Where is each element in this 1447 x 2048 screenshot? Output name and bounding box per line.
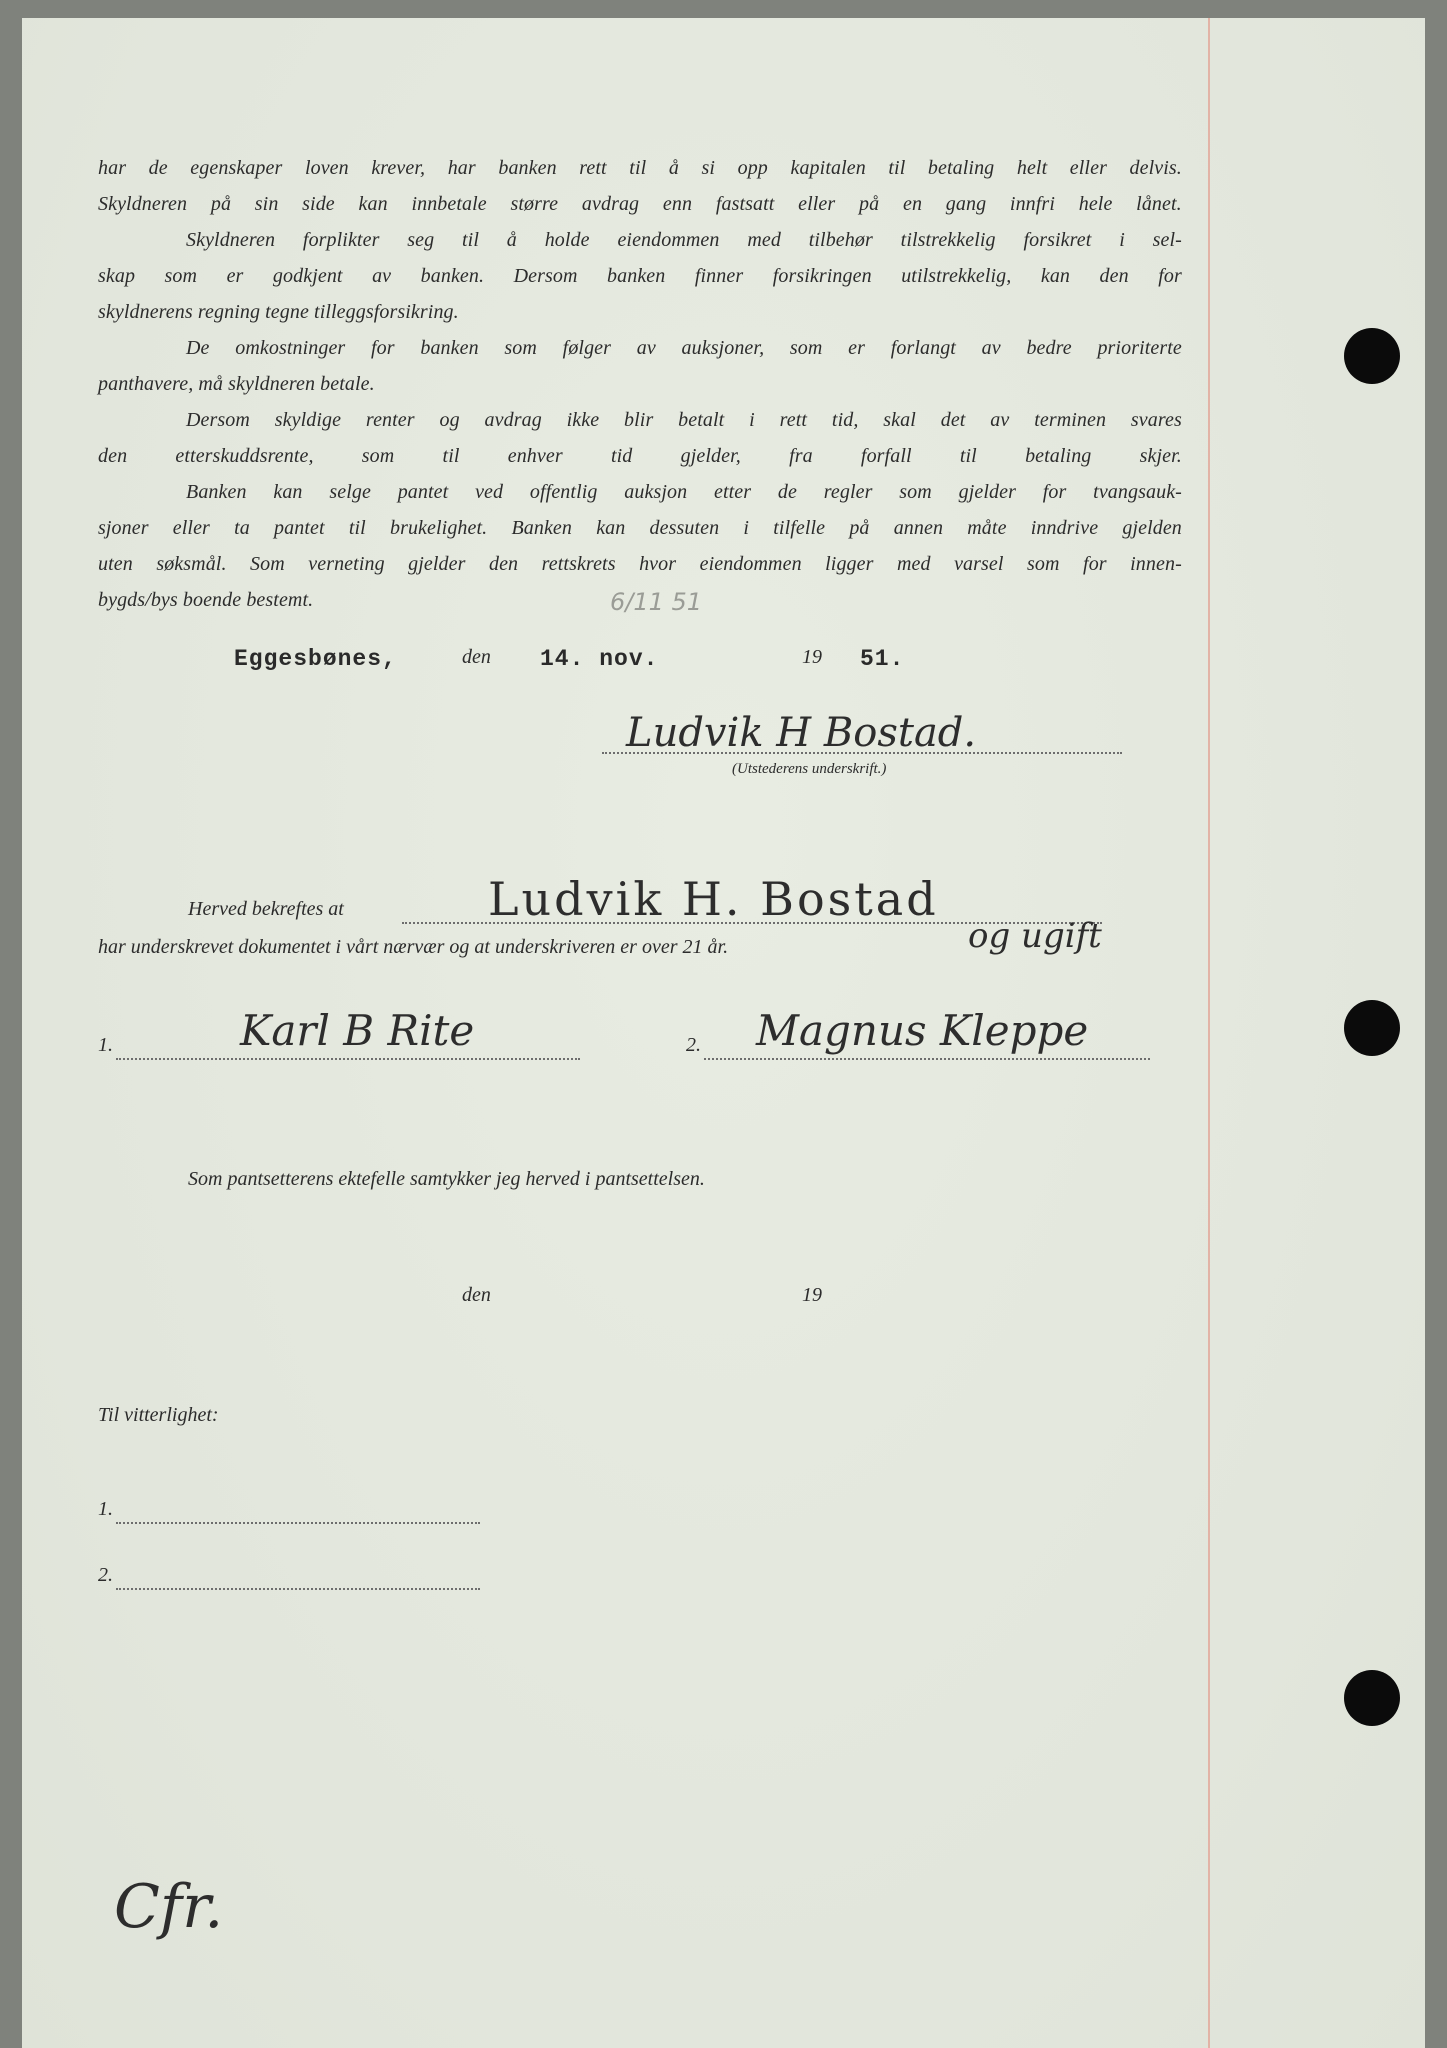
document-page bbox=[22, 18, 1425, 2048]
paragraph-line: sjoner eller ta pantet til brukelighet. Banken kan dessuten i tilfelle på annen måte inndrive gjelden bbox=[98, 517, 1182, 539]
punch-hole-middle bbox=[1344, 1000, 1400, 1056]
paragraph-line: De omkostninger for banken som følger av auksjoner, som er forlangt av bedre prioriterte bbox=[186, 337, 1182, 359]
witness-2-signature: Magnus Kleppe bbox=[756, 1006, 1089, 1055]
witness-2-number: 2. bbox=[686, 1034, 701, 1056]
corner-initials: Cfr. bbox=[114, 1872, 224, 1942]
paragraph-line: den etterskuddsrente, som til enhver tid gjelder, fra forfall til betaling skjer. bbox=[98, 445, 1182, 467]
paragraph-line: skyldnerens regning tegne tilleggsforsikring. bbox=[98, 301, 459, 323]
paragraph-line: har de egenskaper loven krever, har banken rett til å si opp kapitalen til betaling helt eller delvis. bbox=[98, 157, 1182, 179]
dateline-place: Eggesbønes, bbox=[234, 646, 397, 672]
confirmation-name: Ludvik H. Bostad bbox=[488, 872, 939, 926]
dateline-year-suffix: 51. bbox=[860, 646, 905, 672]
vitterlighet-label: Til vitterlighet: bbox=[98, 1404, 219, 1426]
witness-1-signature: Karl B Rite bbox=[240, 1006, 475, 1055]
paragraph-line: Skyldneren på sin side kan innbetale større avdrag enn fastsatt eller på en gang innfri hele lånet. bbox=[98, 193, 1182, 215]
punch-hole-bottom bbox=[1344, 1670, 1400, 1726]
issuer-caption: (Utstederens underskrift.) bbox=[732, 761, 887, 777]
issuer-signature: Ludvik H Bostad. bbox=[626, 710, 977, 756]
paragraph-line: skap som er godkjent av banken. Dersom banken finner forsikringen utilstrekkelig, kan den for bbox=[98, 265, 1182, 287]
witness-2-line bbox=[704, 1058, 1150, 1060]
issuer-signature-line bbox=[602, 752, 1122, 754]
dateline-day-month: 14. nov. bbox=[540, 646, 659, 672]
terms-paragraphs bbox=[98, 150, 1182, 618]
spouse-consent-text: Som pantsetterens ektefelle samtykker jeg herved i pantsettelsen. bbox=[188, 1168, 705, 1190]
confirmation-label: Herved bekreftes at bbox=[188, 898, 344, 920]
paragraph-line: uten søksmål. Som verneting gjelder den rettskrets hvor eiendommen ligger med varsel som for innen- bbox=[98, 553, 1182, 575]
red-margin-line bbox=[1208, 18, 1210, 2048]
vitterlighet-line-1 bbox=[116, 1522, 480, 1524]
handwritten-addition: og ugift bbox=[968, 916, 1102, 956]
punch-hole-top bbox=[1344, 328, 1400, 384]
dateline-year-prefix: 19 bbox=[802, 646, 822, 668]
dateline-den-label: den bbox=[462, 646, 491, 668]
paragraph-line: Dersom skyldige renter og avdrag ikke blir betalt i rett tid, skal det av terminen svares bbox=[186, 409, 1182, 431]
paragraph-line: bygds/bys boende bestemt. bbox=[98, 589, 314, 611]
spouse-year-prefix: 19 bbox=[802, 1284, 822, 1306]
vitterlighet-line-1-number: 1. bbox=[98, 1498, 113, 1520]
vitterlighet-line-2 bbox=[116, 1588, 480, 1590]
confirmation-statement: har underskrevet dokumentet i vårt nærvær og at underskriveren er over 21 år. bbox=[98, 936, 729, 958]
spouse-den-label: den bbox=[462, 1284, 491, 1306]
pencil-date-note: 6/11 51 bbox=[610, 588, 703, 616]
vitterlighet-line-2-number: 2. bbox=[98, 1564, 113, 1586]
paragraph-line: Banken kan selge pantet ved offentlig auksjon etter de regler som gjelder for tvangsauk- bbox=[186, 481, 1182, 503]
paragraph-line: Skyldneren forplikter seg til å holde eiendommen med tilbehør tilstrekkelig forsikret i sel- bbox=[186, 229, 1182, 251]
paragraph-line: panthavere, må skyldneren betale. bbox=[98, 373, 375, 395]
witness-1-line bbox=[116, 1058, 580, 1060]
witness-1-number: 1. bbox=[98, 1034, 113, 1056]
